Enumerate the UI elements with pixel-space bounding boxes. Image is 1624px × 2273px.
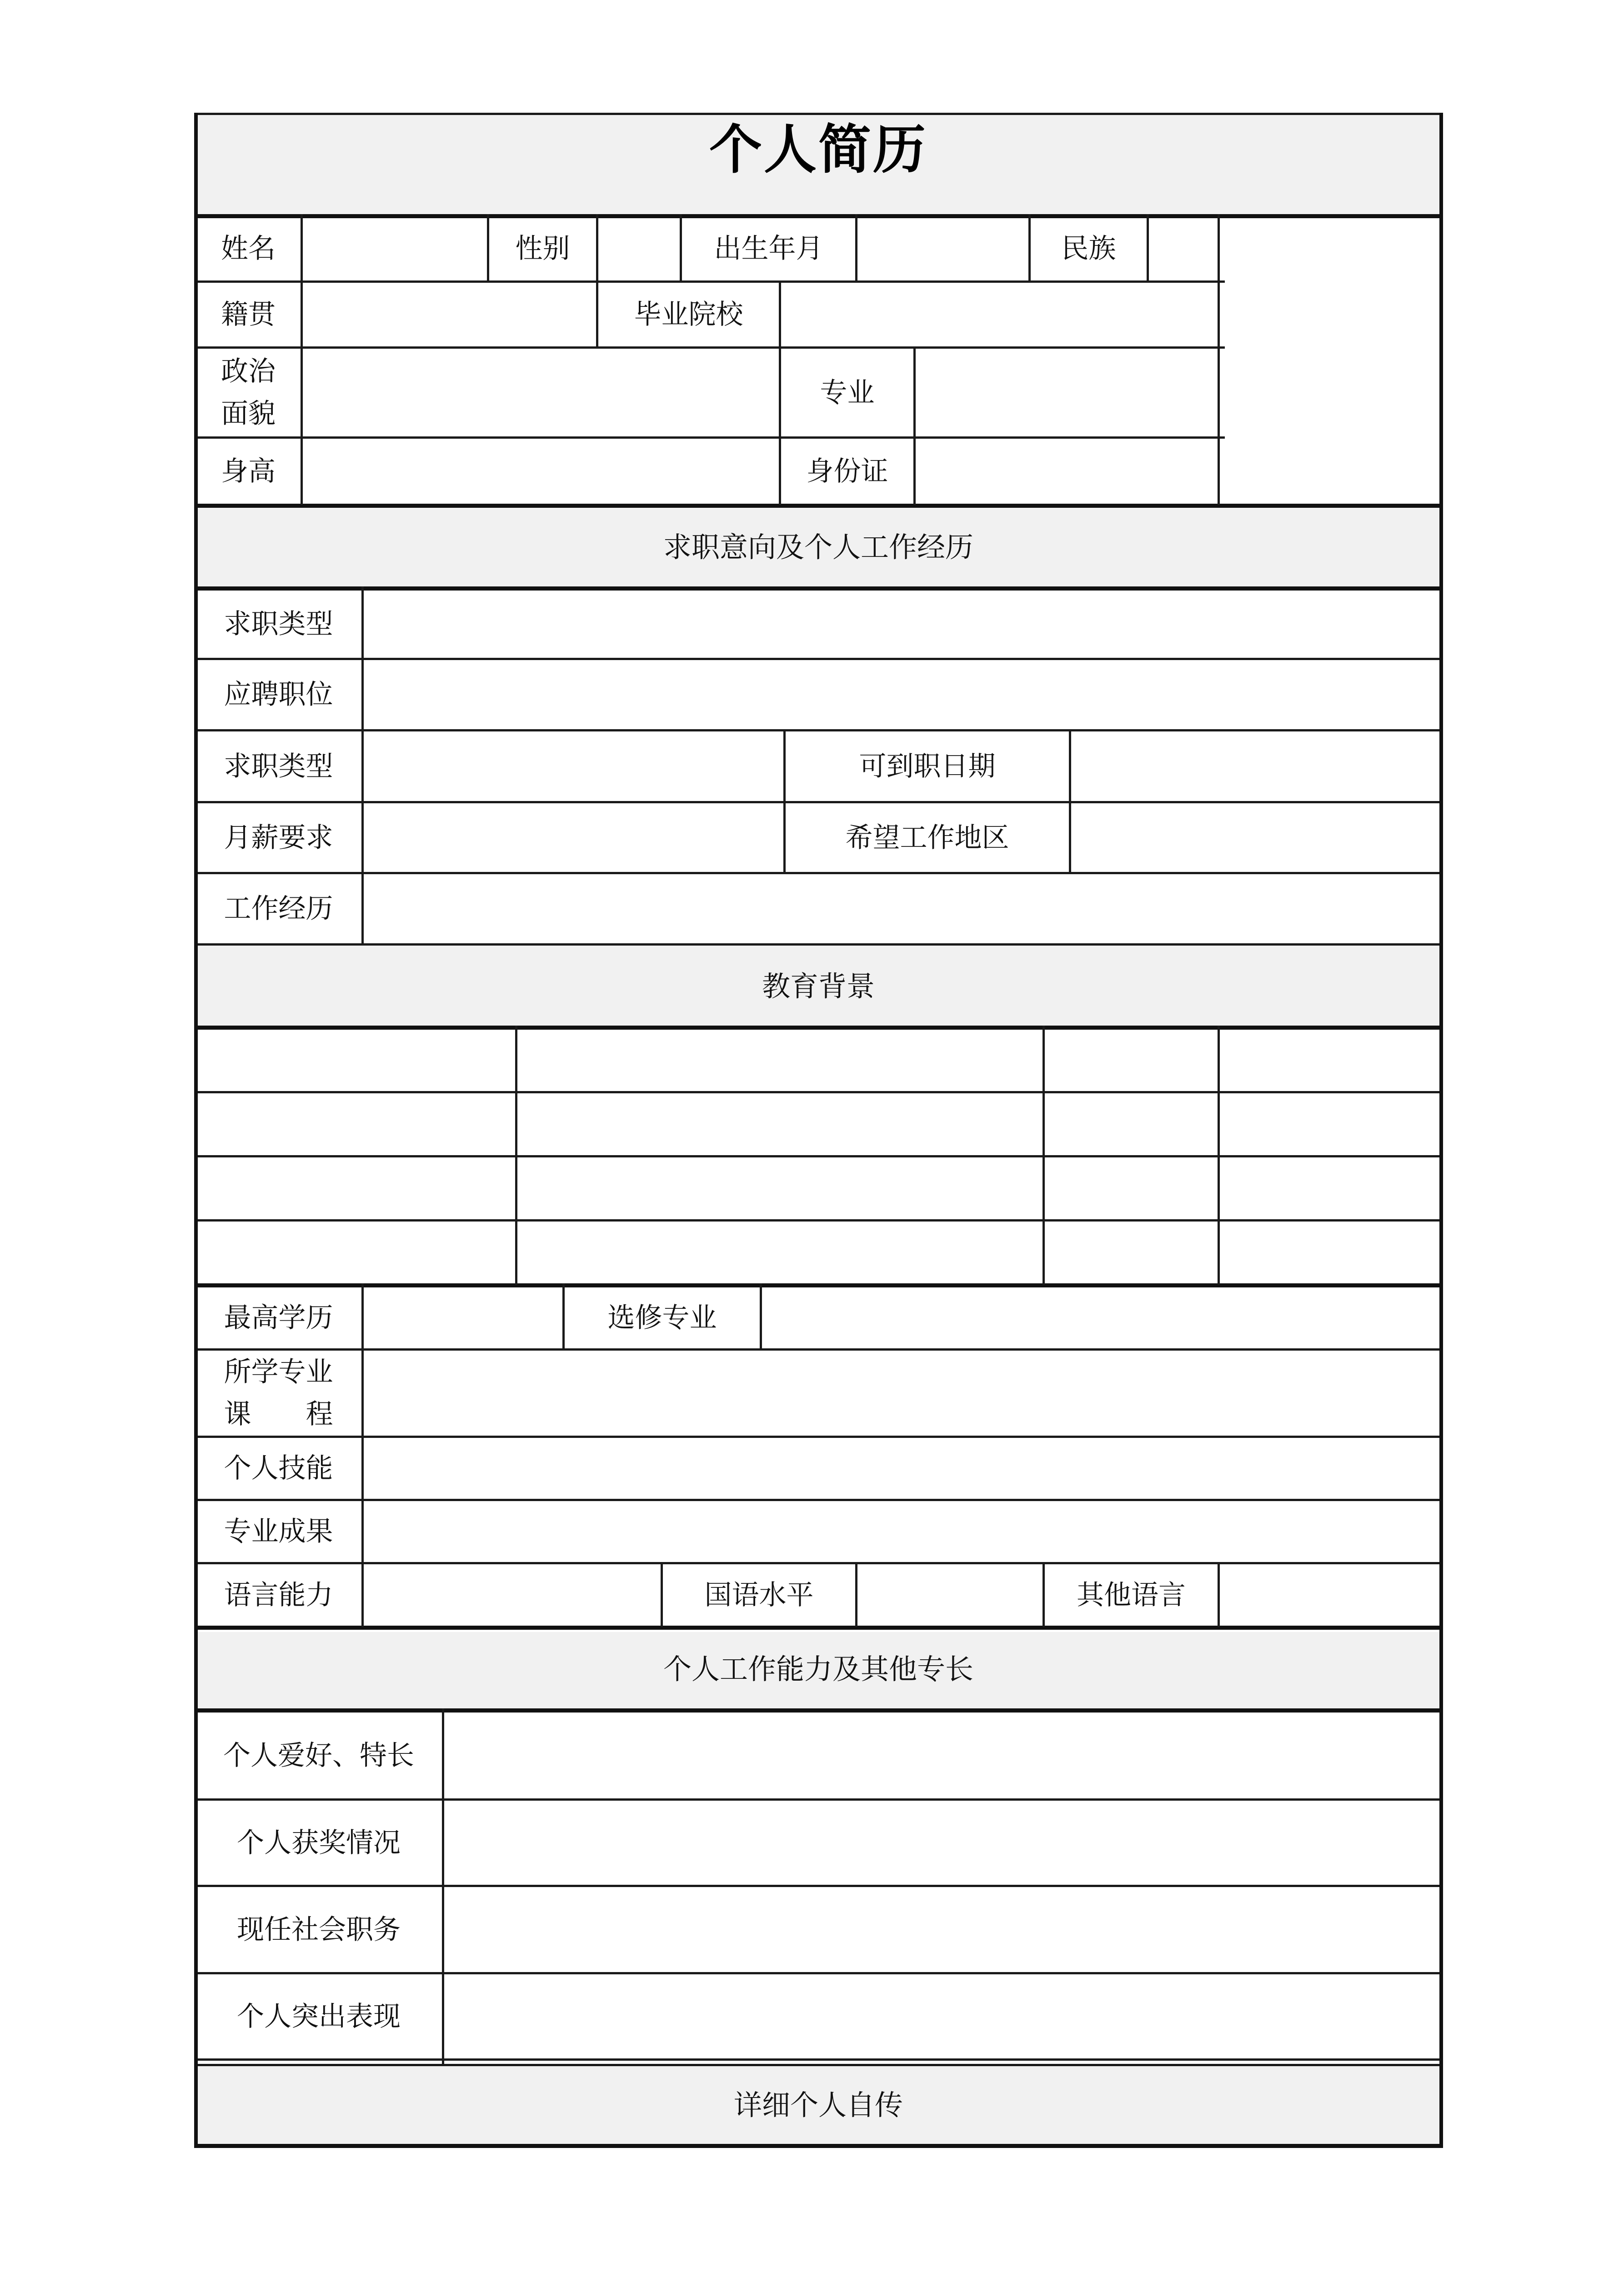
- edu-cell[interactable]: [196, 1093, 515, 1155]
- school-field[interactable]: [781, 283, 1218, 346]
- label-salary: 月薪要求: [224, 821, 333, 854]
- id-card-field[interactable]: [916, 439, 1218, 504]
- label-highest-degree: 最高学历: [224, 1302, 333, 1334]
- rule: [195, 943, 1443, 946]
- edu-cell[interactable]: [517, 1157, 1043, 1219]
- major-field[interactable]: [916, 349, 1218, 436]
- rule: [195, 1708, 1443, 1712]
- label-skills: 个人技能: [224, 1452, 333, 1484]
- label-gender: 性别: [515, 232, 570, 265]
- label-native-place: 籍贯: [221, 299, 276, 330]
- rule: [195, 586, 1443, 591]
- edu-cell[interactable]: [1220, 1222, 1439, 1283]
- courses-field[interactable]: [364, 1351, 1439, 1436]
- experience-field[interactable]: [364, 874, 1439, 943]
- rule: [195, 1026, 1443, 1030]
- highlights-field[interactable]: [444, 1974, 1439, 2058]
- work-area-field[interactable]: [1071, 803, 1439, 872]
- edu-cell[interactable]: [517, 1030, 1043, 1091]
- skills-field[interactable]: [364, 1438, 1439, 1499]
- job-type-2-field[interactable]: [364, 731, 783, 801]
- ethnicity-field[interactable]: [1149, 216, 1218, 280]
- edu-cell[interactable]: [196, 1222, 515, 1283]
- edu-cell[interactable]: [1220, 1157, 1439, 1219]
- label-social-role: 现任社会职务: [237, 1913, 401, 1946]
- awards-field[interactable]: [444, 1801, 1439, 1885]
- label-ethnicity: 民族: [1061, 232, 1116, 265]
- rule: [195, 2144, 1443, 2148]
- label-courses-line2: 课 程: [224, 1398, 333, 1430]
- edu-cell[interactable]: [196, 1030, 515, 1091]
- section-title-ability: 个人工作能力及其他专长: [663, 1652, 973, 1686]
- mandarin-field[interactable]: [857, 1564, 1043, 1626]
- label-language: 语言能力: [224, 1579, 333, 1611]
- salary-field[interactable]: [364, 803, 783, 872]
- label-highlights: 个人突出表现: [237, 2000, 401, 2033]
- label-height: 身高: [221, 455, 276, 487]
- language-field[interactable]: [364, 1564, 661, 1626]
- edu-cell[interactable]: [1045, 1030, 1218, 1091]
- edu-cell[interactable]: [1220, 1093, 1439, 1155]
- label-awards: 个人获奖情况: [237, 1827, 401, 1859]
- rule: [195, 113, 1443, 115]
- edu-cell[interactable]: [1045, 1093, 1218, 1155]
- photo-area[interactable]: [1220, 216, 1439, 504]
- label-experience: 工作经历: [224, 893, 333, 925]
- label-achievements: 专业成果: [224, 1516, 333, 1547]
- native-place-field[interactable]: [303, 283, 596, 346]
- section-title-edu: 教育背景: [762, 970, 875, 1003]
- label-elective: 选修专业: [607, 1302, 717, 1334]
- label-courses-line1: 所学专业: [224, 1356, 333, 1388]
- label-work-area: 希望工作地区: [845, 821, 1009, 854]
- rule: [195, 2058, 1443, 2061]
- label-major: 专业: [820, 376, 875, 409]
- page-title: 个人简历: [709, 119, 927, 180]
- position-field[interactable]: [364, 660, 1439, 729]
- label-job-type: 求职类型: [224, 608, 333, 640]
- label-name: 姓名: [221, 232, 276, 265]
- name-field[interactable]: [303, 216, 487, 280]
- rule: [195, 504, 1443, 508]
- label-hobbies: 个人爱好、特长: [223, 1739, 414, 1772]
- achievements-field[interactable]: [364, 1501, 1439, 1562]
- label-id-card: 身份证: [806, 455, 888, 487]
- label-other-lang: 其他语言: [1077, 1579, 1186, 1611]
- section-title-job: 求职意向及个人工作经历: [663, 530, 973, 564]
- label-political-line1: 政治: [221, 355, 276, 387]
- label-political-line2: 面貌: [221, 397, 276, 430]
- job-type-field[interactable]: [364, 591, 1439, 658]
- elective-field[interactable]: [762, 1287, 1439, 1348]
- gender-field[interactable]: [598, 216, 680, 280]
- label-mandarin: 国语水平: [704, 1579, 814, 1611]
- border-right: [1439, 113, 1443, 2148]
- birth-field[interactable]: [857, 216, 1028, 280]
- political-field[interactable]: [303, 349, 779, 436]
- edu-cell[interactable]: [1045, 1157, 1218, 1219]
- label-school: 毕业院校: [634, 299, 743, 330]
- label-job-type-2: 求职类型: [224, 750, 333, 782]
- label-political: [195, 349, 301, 436]
- edu-cell[interactable]: [196, 1157, 515, 1219]
- label-birth: 出生年月: [714, 232, 823, 265]
- other-lang-field[interactable]: [1220, 1564, 1439, 1626]
- edu-cell[interactable]: [517, 1093, 1043, 1155]
- section-title-bio: 详细个人自传: [733, 2088, 903, 2122]
- label-position: 应聘职位: [224, 679, 333, 711]
- highest-degree-field[interactable]: [364, 1287, 562, 1348]
- rule: [195, 1283, 1443, 1287]
- rule: [195, 1626, 1443, 1630]
- edu-cell[interactable]: [517, 1222, 1043, 1283]
- edu-cell[interactable]: [1220, 1030, 1439, 1091]
- hobbies-field[interactable]: [444, 1712, 1439, 1798]
- label-courses: [195, 1351, 361, 1436]
- available-date-field[interactable]: [1071, 731, 1439, 801]
- label-available-date: 可到职日期: [859, 750, 996, 782]
- social-role-field[interactable]: [444, 1887, 1439, 1972]
- edu-cell[interactable]: [1045, 1222, 1218, 1283]
- height-field[interactable]: [303, 439, 779, 504]
